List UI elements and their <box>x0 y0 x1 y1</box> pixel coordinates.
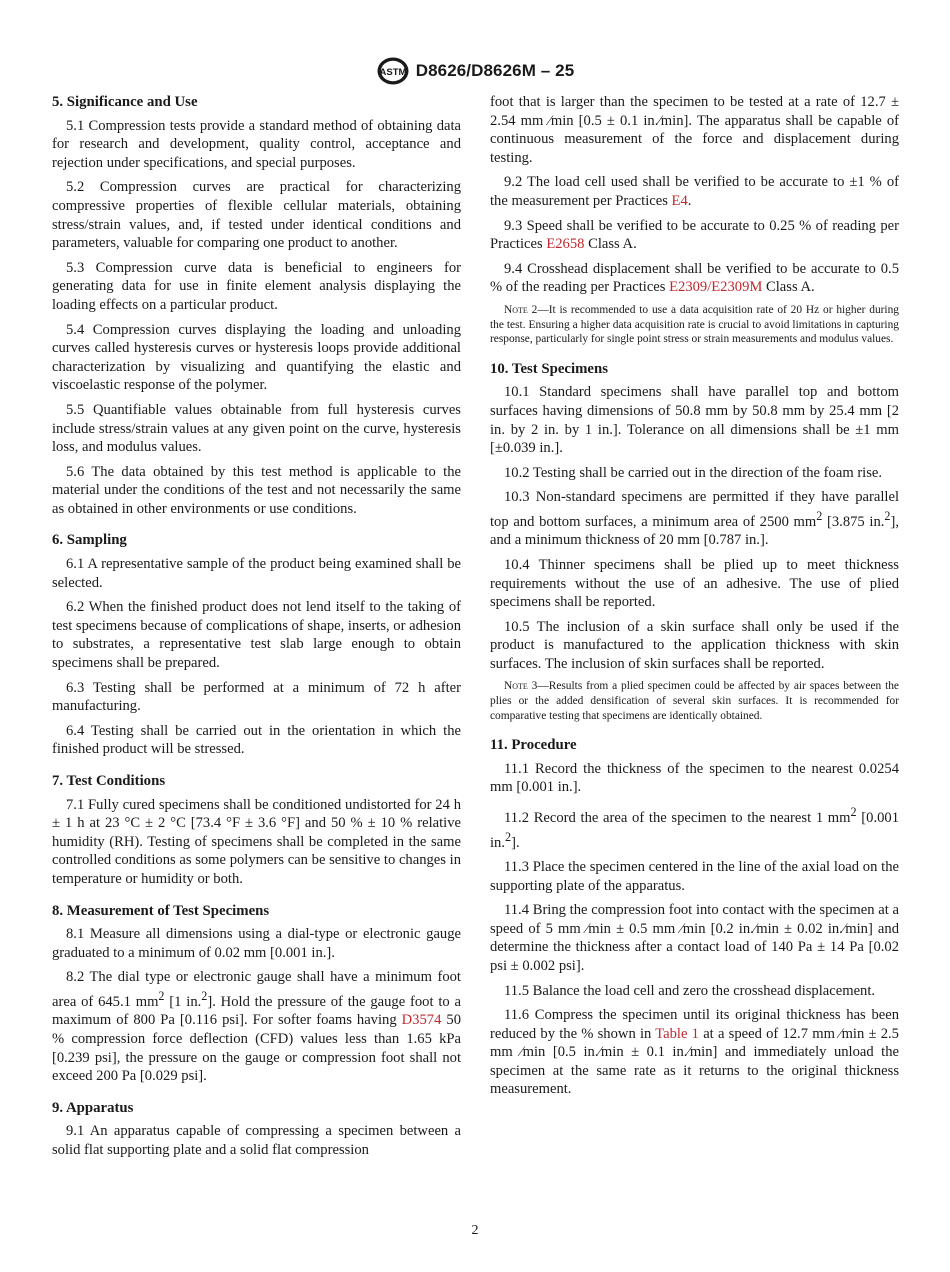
link-e4[interactable]: E4 <box>671 192 688 209</box>
para-11-5: 11.5 Balance the load cell and zero the crosshead displacement. <box>504 982 876 999</box>
right-column <box>490 93 899 1105</box>
link-d3574[interactable]: D3574 <box>401 1012 442 1029</box>
para-11-6: 11.6 Compress the specimen until its original thickness has been reduced by the % shown in Table 1 at a speed of 12.7 mm ⁄min ± 2.5 mm ⁄min [0.5 in.⁄min ± 0.1 in.⁄min] and immediately unload the specimen at the same rate as it returns to the original thickness measurement. <box>490 1007 899 1098</box>
para-10-2: 10.2 Testing shall be carried out in the direction of the foam rise. <box>504 464 883 481</box>
para-9-1-continued: foot that is larger than the specimen to be tested at a rate of 12.7 ± 2.54 mm ⁄min [0.5 ± 0.1 in.⁄min]. The apparatus shall be capable of continuous measurement of the force and displacement during testing. <box>490 94 899 166</box>
para-5-1: 5.1 Compression tests provide a standard method of obtaining data for research and development, quality control, acceptance and rejection under specifications, and special purposes. <box>52 117 461 171</box>
para-7-1: 7.1 Fully cured specimens shall be conditioned undistorted for 24 h ± 1 h at 23 °C ± 2 °C [73.4 °F ± 3.6 °F] and 50 % ± 10 % relative humidity (RH). Testing of specimens shall be completed in the same controlled conditions as some polymers can be sensitive to changes in temperature or humidity or both. <box>52 796 461 887</box>
left-column <box>52 93 461 1166</box>
para-9-4: 9.4 Crosshead displacement shall be verified to be accurate to 0.5 % of the reading per Practices E2309/E2309M Class A. <box>490 260 899 296</box>
para-5-4: 5.4 Compression curves displaying the loading and unloading curves called hysteresis curves or hysteresis loops provide additional characterization by visualizing and quantifying the elastic and viscoelastic response of the polymer. <box>52 321 461 394</box>
para-5-2: 5.2 Compression curves are practical for characterizing compressive properties of flexible cellular materials, obtaining stress/strain values, and, if tested under identical conditions and parameters, valuable for comparing one product to another. <box>52 179 461 252</box>
para-10-5: 10.5 The inclusion of a skin surface shall only be used if the product is manufactured to the application thickness with skin surfaces. The inclusion of skin surfaces shall be reported. <box>490 618 899 672</box>
para-11-4: 11.4 Bring the compression foot into contact with the specimen at a speed of 5 mm ⁄min ± 0.5 mm ⁄min [0.2 in.⁄min ± 0.02 in.⁄min] and determine the thickness after a contact load of 140 Pa ± 14 Pa [0.02 psi ± 0.002 psi]. <box>490 902 899 974</box>
para-11-2: 11.2 Record the area of the specimen to the nearest 1 $mm^2$ [0.001 in.$^2$]. <box>490 805 899 851</box>
astm-logo-icon <box>376 56 410 86</box>
para-6-2: 6.2 When the finished product does not lend itself to the taking of test specimens because of complications of shape, inserts, or adhesion to substrates, a representative test slab large enough to obtain specimens shall be prepared. <box>52 599 461 672</box>
link-e2309[interactable]: E2309/E2309M <box>669 279 763 296</box>
para-5-3: 5.3 Compression curve data is beneficial to engineers for generating data for use in finite element analysis displaying the loading effects on a particular product. <box>52 259 461 313</box>
section-7-heading: 7. Test Conditions <box>52 773 166 789</box>
para-11-3: 11.3 Place the specimen centered in the line of the axial load on the supporting plate of the apparatus. <box>490 858 899 894</box>
para-6-1: 6.1 A representative sample of the product being examined shall be selected. <box>52 556 461 591</box>
para-6-4: 6.4 Testing shall be carried out in the orientation in which the finished product will be stressed. <box>52 722 461 758</box>
link-table-1[interactable]: Table 1 <box>655 1025 699 1042</box>
note-3: Note 3—Results from a plied specimen could be affected by air spaces between the plies or the added densification of several skin surfaces. It is recommended for comparative testing that specimens are identically obtained. <box>490 680 899 722</box>
para-9-1: 9.1 An apparatus capable of compressing a specimen between a solid flat supporting plate and a solid flat compression <box>52 1123 461 1158</box>
para-8-2: 8.2 The dial type or electronic gauge shall have a minimum foot area of 645.1 $mm^2$ [1 in.$^2$]. Hold the pressure of the gauge foot to a maximum of 800 Pa [0.116 psi]. For softer foams having D3574 50 % compression force deflection (CFD) values less than 1.65 kPa [0.239 psi], the pressure on the gauge or compression foot shall not exceed 200 Pa [0.029 psi]. <box>52 969 461 1085</box>
para-5-5: 5.5 Quantifiable values obtainable from full hysteresis curves include stress/strain values at any given point on the curve, hysteresis loss, and modulus values. <box>52 401 461 456</box>
para-8-1: 8.1 Measure all dimensions using a dial-type or electronic gauge graduated to a minimum of 0.02 mm [0.001 in.]. <box>52 926 461 961</box>
document-designation: D8626/D8626M – 25 <box>415 61 575 80</box>
para-11-1: 11.1 Record the thickness of the specimen to the nearest 0.0254 mm [0.001 in.]. <box>490 760 899 796</box>
para-9-2: 9.2 The load cell used shall be verified to be accurate to ±1 % of the measurement per Practices E4. <box>490 174 899 209</box>
para-10-3: 10.3 Non-standard specimens are permitted if they have parallel top and bottom surfaces, a minimum area of 2500 $mm^2$ [3.875 in.$^2$], and a minimum thickness of 20 mm [0.787 in.]. <box>490 489 900 549</box>
section-11-heading: 11. Procedure <box>490 737 577 754</box>
para-5-6: 5.6 The data obtained by this test method is applicable to the material under the conditions of the test and not necessarily the same as obtained in other environments or use conditions. <box>52 463 461 517</box>
link-e2658[interactable]: E2658 <box>546 236 585 253</box>
section-10-heading: 10. Test Specimens <box>490 360 608 377</box>
para-10-1: 10.1 Standard specimens shall have parallel top and bottom surfaces having dimensions of 50.8 mm by 50.8 mm by 25.4 mm [2 in. by 2 in. by 1 in.]. Tolerance on all dimensions shall be ±1 mm [±0.039 in.]. <box>490 384 899 457</box>
note-2: Note 2—It is recommended to use a data acquisition rate of 20 Hz or higher during the test. Ensuring a higher data acquisition rate is crucial to avoid limitations in capturing response, particularly for single point stress or strain measurements and modulus values. <box>490 303 899 346</box>
section-9-heading: 9. Apparatus <box>52 1099 134 1116</box>
section-8-heading: 8. Measurement of Test Specimens <box>52 902 270 919</box>
para-6-3: 6.3 Testing shall be performed at a minimum of 72 h after manufacturing. <box>52 679 461 715</box>
astm-logo-text: ASTM <box>379 67 407 78</box>
para-9-3: 9.3 Speed shall be verified to be accurate to 0.25 % of reading per Practices E2658 Class A. <box>490 217 899 253</box>
para-10-4: 10.4 Thinner specimens shall be plied up to meet thickness requirements without the use of an adhesive. The use of plied specimens shall be reported. <box>490 556 899 611</box>
page-number: 2 <box>471 1223 479 1238</box>
section-6-heading: 6. Sampling <box>52 532 127 549</box>
section-5-heading: 5. Significance and Use <box>52 94 198 110</box>
page-header <box>0 56 950 91</box>
